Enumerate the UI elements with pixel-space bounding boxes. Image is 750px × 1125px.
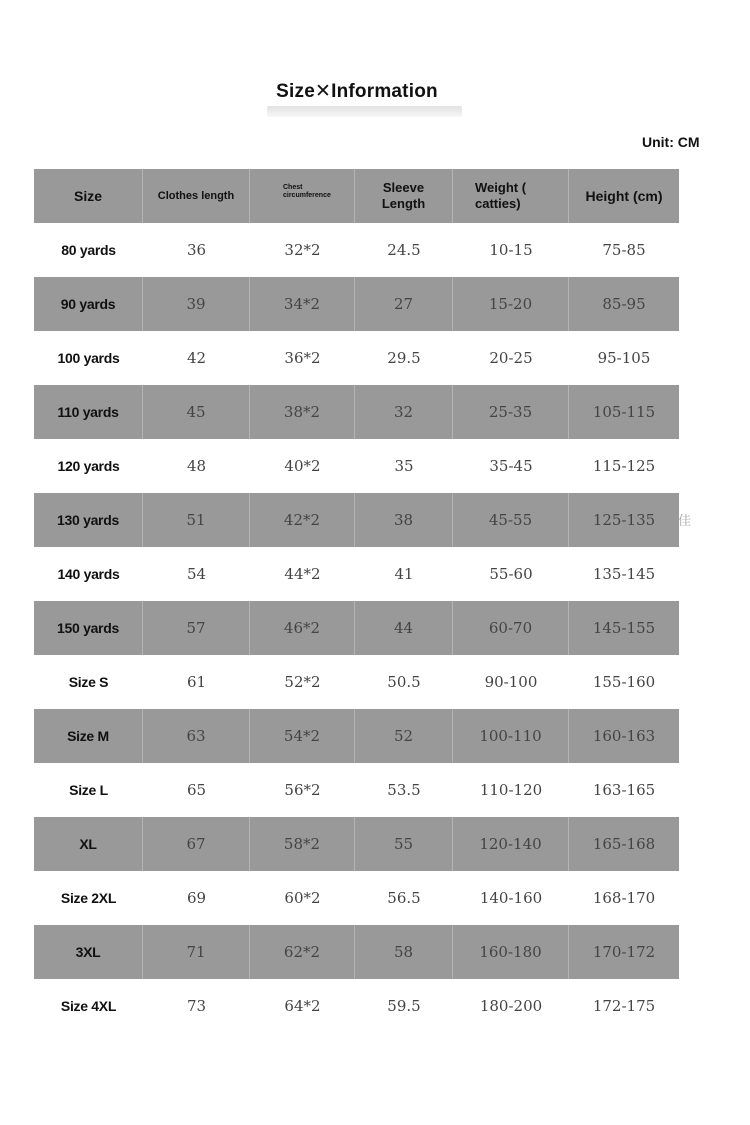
height-cell: 155-160 [592, 673, 656, 691]
page-title: Size✕Information [276, 81, 438, 102]
chest-cell: 58*2 [250, 817, 355, 871]
clothes-length-cell: 39 [143, 277, 250, 331]
height-cell: 135-145 [592, 565, 656, 583]
size-cell: 130 yards [34, 493, 143, 547]
unit-label: Unit: CM [642, 134, 700, 150]
header-sleeve-length [355, 169, 453, 223]
height-cell: 95-105 [597, 349, 651, 367]
chest-cell: 46*2 [250, 601, 355, 655]
size-table [34, 169, 679, 1033]
header-height: Height (cm) [585, 188, 663, 204]
clothes-length-cell: 61 [186, 673, 207, 691]
table-row [34, 763, 679, 817]
height-cell: 170-172 [592, 943, 656, 961]
sleeve-cell: 35 [394, 457, 414, 475]
table-row [34, 979, 679, 1033]
clothes-length-cell: 48 [186, 457, 207, 475]
clothes-length-cell: 63 [143, 709, 250, 763]
sleeve-cell: 56.5 [387, 889, 421, 907]
chest-cell: 60*2 [284, 889, 321, 907]
sleeve-cell: 44 [355, 601, 453, 655]
weight-cell: 20-25 [489, 349, 533, 367]
clothes-length-cell: 54 [186, 565, 207, 583]
table-header-row [34, 169, 679, 223]
table-body [34, 223, 679, 1033]
chest-cell: 62*2 [250, 925, 355, 979]
weight-cell: 35-45 [489, 457, 533, 475]
header-sleeve-line1: Sleeve [382, 180, 425, 195]
table-row [34, 439, 679, 493]
clothes-length-cell: 45 [143, 385, 250, 439]
clothes-length-cell: 51 [143, 493, 250, 547]
height-cell: 115-125 [592, 457, 656, 475]
table-row [34, 223, 679, 277]
height-cell: 168-170 [592, 889, 656, 907]
height-cell: 105-115 [592, 403, 656, 421]
sleeve-cell: 53.5 [387, 781, 421, 799]
weight-cell: 10-15 [489, 241, 533, 259]
size-cell: 100 yards [57, 350, 120, 366]
chest-cell: 52*2 [284, 673, 321, 691]
sleeve-cell: 50.5 [387, 673, 421, 691]
table-row [34, 331, 679, 385]
title-underline-shadow [267, 106, 462, 117]
weight-cell: 60-70 [453, 601, 569, 655]
table-row [34, 871, 679, 925]
height-cell: 125-135 [592, 511, 656, 529]
chest-cell: 32*2 [284, 241, 321, 259]
sleeve-cell: 58 [355, 925, 453, 979]
weight-cell: 140-160 [479, 889, 543, 907]
height-cell: 145-155 [592, 619, 656, 637]
size-cell: 110 yards [34, 385, 143, 439]
clothes-length-cell: 69 [186, 889, 207, 907]
clothes-length-cell: 57 [143, 601, 250, 655]
size-cell: 3XL [34, 925, 143, 979]
sleeve-cell: 55 [355, 817, 453, 871]
chest-cell: 42*2 [250, 493, 355, 547]
clothes-length-cell: 65 [186, 781, 207, 799]
sleeve-cell: 32 [355, 385, 453, 439]
header-chest-line1: Chest [283, 184, 303, 191]
table-row [34, 709, 679, 763]
sleeve-cell: 41 [394, 565, 414, 583]
sleeve-cell: 29.5 [387, 349, 421, 367]
weight-cell: 45-55 [453, 493, 569, 547]
weight-cell: 120-140 [453, 817, 569, 871]
height-cell: 85-95 [602, 295, 646, 313]
sleeve-cell: 27 [355, 277, 453, 331]
table-row [34, 925, 679, 979]
size-cell: 90 yards [34, 277, 143, 331]
header-weight [453, 169, 569, 223]
weight-cell: 180-200 [479, 997, 543, 1015]
height-cell: 172-175 [592, 997, 656, 1015]
table-row [34, 601, 679, 655]
header-weight-line1: Weight ( [475, 180, 527, 195]
size-cell: Size 4XL [60, 998, 117, 1014]
header-size: Size [34, 169, 143, 223]
header-sleeve-line2: Length [381, 196, 426, 211]
table-row [34, 817, 679, 871]
header-chest-line2: circumference [283, 192, 331, 199]
clothes-length-cell: 67 [143, 817, 250, 871]
size-cell: XL [34, 817, 143, 871]
height-cell: 160-163 [592, 727, 656, 745]
weight-cell: 90-100 [484, 673, 538, 691]
chest-cell: 64*2 [284, 997, 321, 1015]
chest-cell: 56*2 [284, 781, 321, 799]
weight-cell: 55-60 [489, 565, 533, 583]
chest-cell: 36*2 [284, 349, 321, 367]
clothes-length-cell: 42 [186, 349, 207, 367]
header-weight-line2: catties) [475, 196, 521, 211]
weight-cell: 100-110 [453, 709, 569, 763]
chest-cell: 38*2 [250, 385, 355, 439]
chest-cell: 44*2 [284, 565, 321, 583]
header-clothes-length: Clothes length [143, 169, 250, 223]
height-cell: 165-168 [592, 835, 656, 853]
height-cell: 75-85 [602, 241, 646, 259]
size-cell: 140 yards [57, 566, 120, 582]
height-cell: 163-165 [592, 781, 656, 799]
table-row [34, 385, 679, 439]
chest-cell: 40*2 [284, 457, 321, 475]
weight-cell: 110-120 [479, 781, 543, 799]
size-cell: Size 2XL [60, 890, 117, 906]
weight-cell: 160-180 [453, 925, 569, 979]
weight-cell: 25-35 [453, 385, 569, 439]
sleeve-cell: 38 [355, 493, 453, 547]
size-cell: 150 yards [34, 601, 143, 655]
size-cell: Size L [69, 782, 108, 798]
table-row [34, 655, 679, 709]
size-cell: Size M [34, 709, 143, 763]
clothes-length-cell: 36 [186, 241, 207, 259]
weight-cell: 15-20 [453, 277, 569, 331]
clothes-length-cell: 73 [186, 997, 207, 1015]
table-row [34, 493, 679, 547]
size-cell: 120 yards [57, 458, 120, 474]
header-chest-circumference [250, 169, 355, 223]
table-row [34, 277, 679, 331]
clothes-length-cell: 71 [143, 925, 250, 979]
table-row [34, 547, 679, 601]
chest-cell: 34*2 [250, 277, 355, 331]
sleeve-cell: 59.5 [387, 997, 421, 1015]
chest-cell: 54*2 [250, 709, 355, 763]
sleeve-cell: 24.5 [387, 241, 421, 259]
size-cell: Size S [68, 674, 109, 690]
watermark-glyph: 佳 [678, 514, 692, 529]
size-cell: 80 yards [61, 242, 116, 258]
sleeve-cell: 52 [355, 709, 453, 763]
